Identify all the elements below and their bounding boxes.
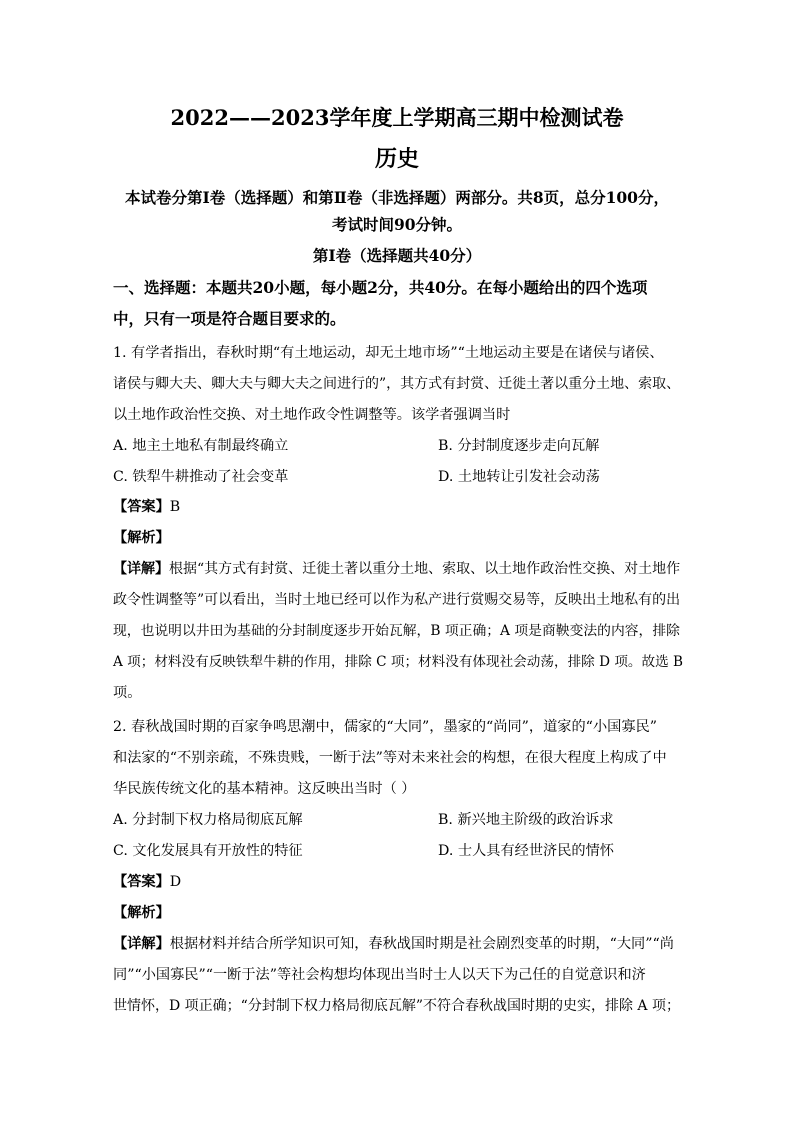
q2-answer-label: 【答案】 <box>113 874 170 890</box>
q2-answer <box>113 871 181 893</box>
exam-note-line-1: 本试卷分第Ⅰ卷（选择题）和第Ⅱ卷（非选择题）两部分。共8页，总分100分， <box>125 188 669 207</box>
section-1-instruction-line-2: 中，只有一项是符合题目要求的。 <box>113 309 346 328</box>
q2-option-a: A. 分封制下权力格局彻底瓦解 <box>113 812 303 828</box>
q1-option-b: B. 分封制度逐步走向瓦解 <box>438 438 600 454</box>
q1-detail-line: 根据“其方式有封赏、迁徙土著以重分土地、索取、以土地作政治性交换、对土地作 <box>169 561 681 577</box>
q1-stem-line: 以土地作政治性交换、对土地作政令性调整等。该学者强调当时 <box>113 407 511 423</box>
exam-note-line-2: 考试时间90分钟。 <box>331 215 463 234</box>
q2-stem-line: 华民族传统文化的基本精神。这反映出当时（ ） <box>113 781 416 797</box>
q1-stem-line: 诸侯与卿大夫、卿大夫与卿大夫之间进行的”，其方式有封赏、迁徙土著以重分土地、索取、 <box>113 376 681 392</box>
q1-answer-label: 【答案】 <box>113 499 170 515</box>
exam-title: 2022——2023学年度上学期高三期中检测试卷 <box>170 105 624 130</box>
q2-stem-line: 2. 春秋战国时期的百家争鸣思潮中，儒家的“大同”，墨家的“尚同”，道家的“小国寡民” <box>113 719 657 735</box>
q1-analysis <box>113 527 170 549</box>
q2-detail-line: 世情怀，D 项正确；“分封制下权力格局彻底瓦解”不符合春秋战国时期的史实，排除 A 项； <box>113 998 680 1014</box>
q1-detail-line: 现，也说明以井田为基础的分封制度逐步开始瓦解，B 项正确；A 项是商鞅变法的内容，排除 <box>113 623 680 639</box>
q2-analysis <box>113 902 170 924</box>
q1-detail-line: A 项；材料没有反映铁犁牛耕的作用，排除 C 项；材料没有体现社会动荡，排除 D 项。故选 B <box>113 654 683 670</box>
q2-stem-line: 和法家的“不别亲疏，不殊贵贱，一断于法”等对未来社会的构想，在很大程度上构成了中 <box>113 750 667 766</box>
q2-detail-line: 根据材料并结合所学知识可知，春秋战国时期是社会剧烈变革的时期，“大同”“尚 <box>169 936 674 952</box>
part-1-title: 第Ⅰ卷（选择题共40分） <box>312 246 482 265</box>
q1-answer-value: B <box>169 499 181 515</box>
subject-title: 历史 <box>374 146 419 172</box>
q1-option-a: A. 地主土地私有制最终确立 <box>113 438 289 454</box>
section-1-instruction-line-1: 一、选择题：本题共20小题，每小题2分，共40分。在每小题给出的四个选项 <box>113 278 648 297</box>
q1-detail-label: 【详解】 <box>113 561 169 577</box>
q2-detail-first-line <box>113 933 674 955</box>
q2-detail-line: 同”“小国寡民”“一断于法”等社会构想均体现出当时士人以天下为己任的自觉意识和济 <box>113 967 646 983</box>
q2-option-b: B. 新兴地主阶级的政治诉求 <box>438 812 614 828</box>
q1-detail-line: 项。 <box>113 685 142 701</box>
q1-detail-first-line <box>113 558 680 580</box>
q1-option-c: C. 铁犁牛耕推动了社会变革 <box>113 469 289 485</box>
q2-answer-value: D <box>169 874 182 890</box>
q2-option-c: C. 文化发展具有开放性的特征 <box>113 843 303 859</box>
q1-option-d: D. 土地转让引发社会动荡 <box>438 469 600 485</box>
q1-detail-line: 政令性调整等”可以看出，当时土地已经可以作为私产进行赏赐交易等，反映出土地私有的出 <box>113 592 681 608</box>
q2-option-d: D. 士人具有经世济民的情怀 <box>438 843 614 859</box>
q1-analysis-label: 【解析】 <box>113 530 170 546</box>
q1-answer <box>113 496 180 518</box>
q1-stem-line: 1. 有学者指出，春秋时期“有土地运动，却无土地市场”“土地运动主要是在诸侯与诸侯、 <box>113 345 664 361</box>
q2-analysis-label: 【解析】 <box>113 905 170 921</box>
q2-detail-label: 【详解】 <box>113 936 170 952</box>
